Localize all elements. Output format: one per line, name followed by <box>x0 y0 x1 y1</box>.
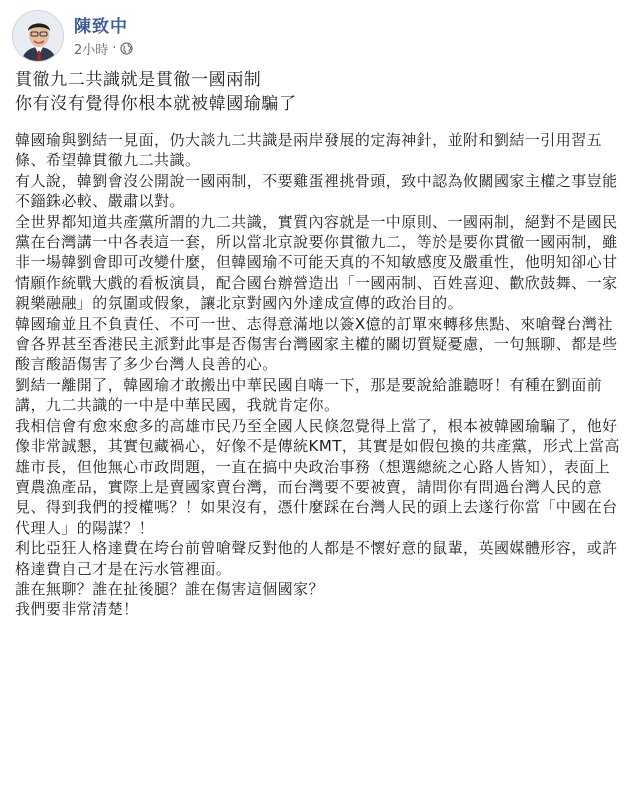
profile-photo <box>13 11 64 62</box>
headline-line-1: 貫徹九二共識就是貫徹一國兩制 <box>15 70 262 90</box>
globe-icon[interactable] <box>120 42 133 55</box>
paragraph: 全世界都知道共產黨所謂的九二共識，實質內容就是一中原則、一國兩制，絕對不是國民黨在台灣講一中各表這一套，所以當北京說要你貫徹九二，等於是要你貫徹一國兩制，雖非一場韓劉會即可改變什麼，但韓國瑜不可能天真的不知敏感度及嚴重性，他明知卻心甘情願作統戰大戲的看板演員，配合國台辦營造出「一國兩制、百姓喜迎、歡欣鼓舞、一家親樂融融」的氛圍或假象，讓北京對國內外達成宣傳的政治目的。 <box>15 212 618 313</box>
meta-separator: · <box>112 41 117 56</box>
paragraph: 我相信會有愈來愈多的高雄市民乃至全國人民倏忽覺得上當了，根本被韓國瑜騙了，他好像非常誠懇，其實包藏禍心，好像不是傳統KMT，其實是如假包換的共產黨，形式上當高雄市長，但他無心市政問題，一直在搞中央政治事務（想選總統之心路人皆知），表面上賣農漁產品，實際上是賣國家賣台灣，而台灣要不要被賣，請問你有問過台灣人民的意見、得到我們的授權嗎？！如果沒有，憑什麼踩在台灣人民的頭上去遂行你當「中國在台代理人」的陽謀？！ <box>15 416 620 537</box>
author-name[interactable]: 陳致中 <box>74 17 128 37</box>
headline-line-2: 你有沒有覺得你根本就被韓國瑜騙了 <box>15 94 297 114</box>
post-meta <box>74 39 133 58</box>
avatar[interactable] <box>12 10 64 62</box>
paragraph: 韓國瑜與劉結一見面，仍大談九二共識是兩岸發展的定海神針，並附和劉結一引用習五條、希望韓貫徹九二共識。 <box>15 131 603 170</box>
post-timestamp[interactable]: 2小時 <box>74 43 109 58</box>
paragraph: 誰在無聊？誰在扯後腿？誰在傷害這個國家？ <box>15 579 325 598</box>
paragraph: 我們要非常清楚！ <box>15 600 139 619</box>
paragraph: 利比亞狂人格達費在垮台前曾嗆聲反對他的人都是不懷好意的鼠輩，英國媒體形容，或許格達費自己才是在污水管裡面。 <box>15 539 618 578</box>
post-content <box>15 68 625 620</box>
post-header <box>12 8 612 64</box>
paragraph-gap <box>15 116 625 130</box>
paragraph: 劉結一離開了，韓國瑜才敢搬出中華民國自嗨一下，那是要說給誰聽呀！有種在劉面前講，九二共識的一中是中華民國，我就肯定你。 <box>15 375 603 415</box>
paragraph: 有人說，韓劉會沒公開說一國兩制，不要雞蛋裡挑骨頭，致中認為攸關國家主權之事豈能不錙銖必較、嚴肅以對。 <box>15 171 618 211</box>
paragraph: 韓國瑜並且不負責任、不可一世、志得意滿地以簽X億的訂單來轉移焦點、來嗆聲台灣社會各界甚至香港民主派對此事是否傷害台灣國家主權的關切質疑憂慮，一句無聊、都是些酸言酸語傷害了多少台灣人良善的心。 <box>15 314 618 374</box>
